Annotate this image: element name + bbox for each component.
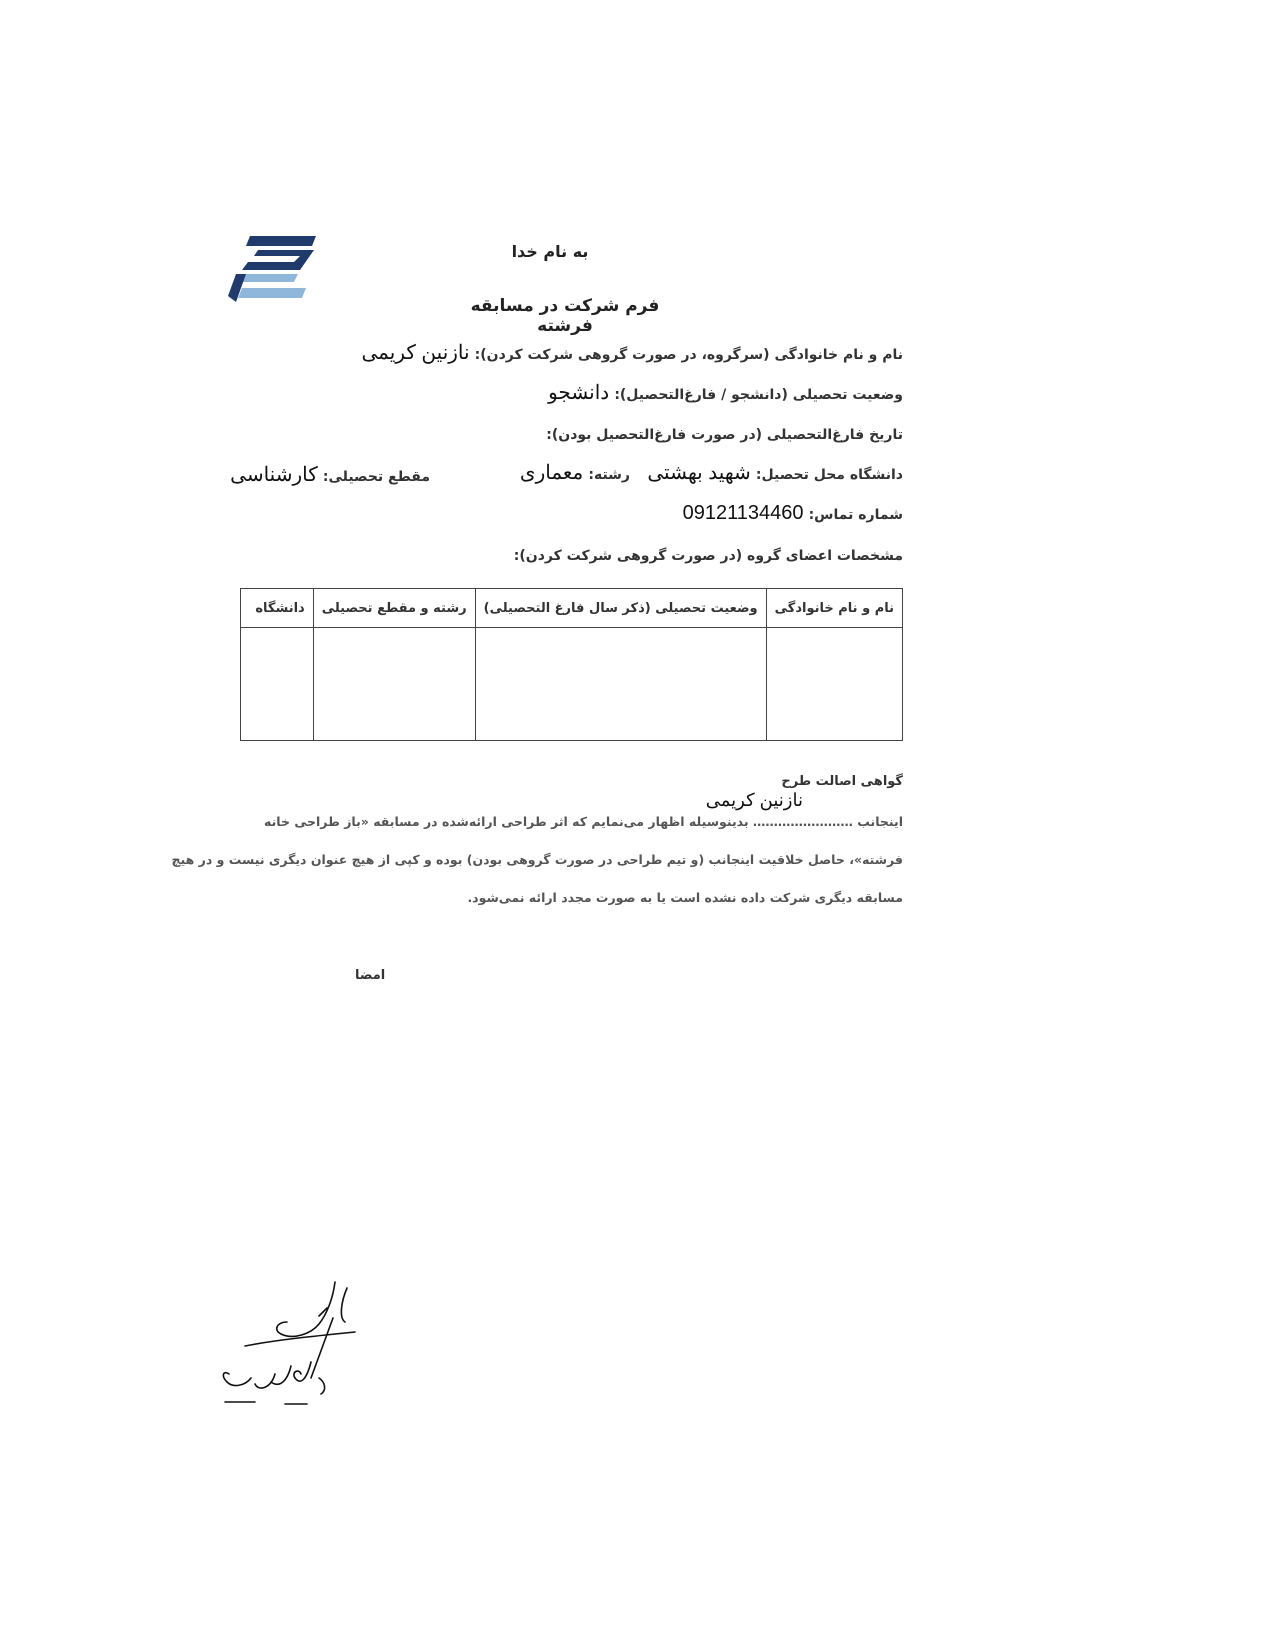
certificate-line-1-start: اینجانب	[857, 814, 903, 829]
status-label: وضعیت تحصیلی (دانشجو / فارغ‌التحصیل):	[614, 387, 903, 403]
certificate-name-dots: ……………………	[752, 814, 853, 829]
phone-value[interactable]: 09121134460	[682, 502, 804, 524]
certificate-line-2: فرشته»، حاصل خلاقیت اینجانب (و تیم طراحی در صورت گروهی بودن) بوده و کپی از هیچ عنوان دیگری نیست و در هیچ	[171, 852, 903, 867]
col-header-university: دانشگاه	[241, 589, 314, 628]
certificate-line-1-end: بدینوسیله اظهار می‌نمایم که اثر طراحی ارائه‌شده در مسابقه «باز طراحی خانه	[264, 814, 749, 829]
status-cell[interactable]	[475, 628, 766, 741]
signature-label: امضا	[355, 968, 386, 983]
group-members-label: مشخصات اعضای گروه (در صورت گروهی شرکت کردن):	[513, 548, 903, 564]
col-header-name: نام و نام خانوادگی	[766, 589, 902, 628]
university-cell[interactable]	[241, 628, 314, 741]
group-members-table	[240, 588, 903, 741]
university-label: دانشگاه محل تحصیل:	[755, 467, 903, 483]
form-title: فرم شرکت در مسابقه فرشته	[470, 296, 660, 336]
basmala-heading: به نام خدا	[511, 242, 589, 261]
degree-field	[230, 462, 430, 487]
graduation-row	[546, 424, 903, 443]
university-value[interactable]: شهید بهشتی	[647, 462, 751, 484]
name-label: نام و نام خانوادگی (سرگروه، در صورت گروهی شرکت کردن):	[474, 347, 903, 363]
degree-label: مقطع تحصیلی:	[322, 469, 430, 485]
table-header-row	[241, 589, 903, 628]
university-field	[647, 460, 903, 485]
degree-value[interactable]: کارشناسی	[230, 464, 318, 486]
major-label: رشته:	[588, 467, 630, 483]
major-field	[520, 460, 630, 485]
table-row	[241, 628, 903, 741]
col-header-major: رشته و مقطع تحصیلی	[313, 589, 475, 628]
col-header-status: وضعیت تحصیلی (ذکر سال فارغ التحصیلی)	[475, 589, 766, 628]
certificate-title: گواهی اصالت طرح	[781, 774, 903, 789]
status-value[interactable]: دانشجو	[548, 382, 610, 404]
graduation-label: تاریخ فارغ‌التحصیلی (در صورت فارغ‌التحصیل بودن):	[546, 427, 903, 443]
major-value[interactable]: معماری	[519, 462, 584, 484]
name-cell[interactable]	[766, 628, 902, 741]
phone-row	[683, 502, 903, 525]
certificate-line-1	[264, 814, 903, 829]
name-row	[362, 340, 903, 365]
handwritten-signature	[215, 1278, 375, 1428]
major-cell[interactable]	[313, 628, 475, 741]
organization-logo	[228, 236, 318, 310]
status-row	[548, 380, 903, 405]
certificate-handwritten-name[interactable]: نازنین کریمی	[705, 790, 803, 810]
certificate-line-3: مسابقه دیگری شرکت داده نشده است یا به صورت مجدد ارائه نمی‌شود.	[467, 890, 903, 905]
name-value[interactable]: نازنین کریمی	[361, 342, 470, 364]
group-members-row	[514, 545, 903, 564]
phone-label: شماره تماس:	[808, 507, 903, 523]
